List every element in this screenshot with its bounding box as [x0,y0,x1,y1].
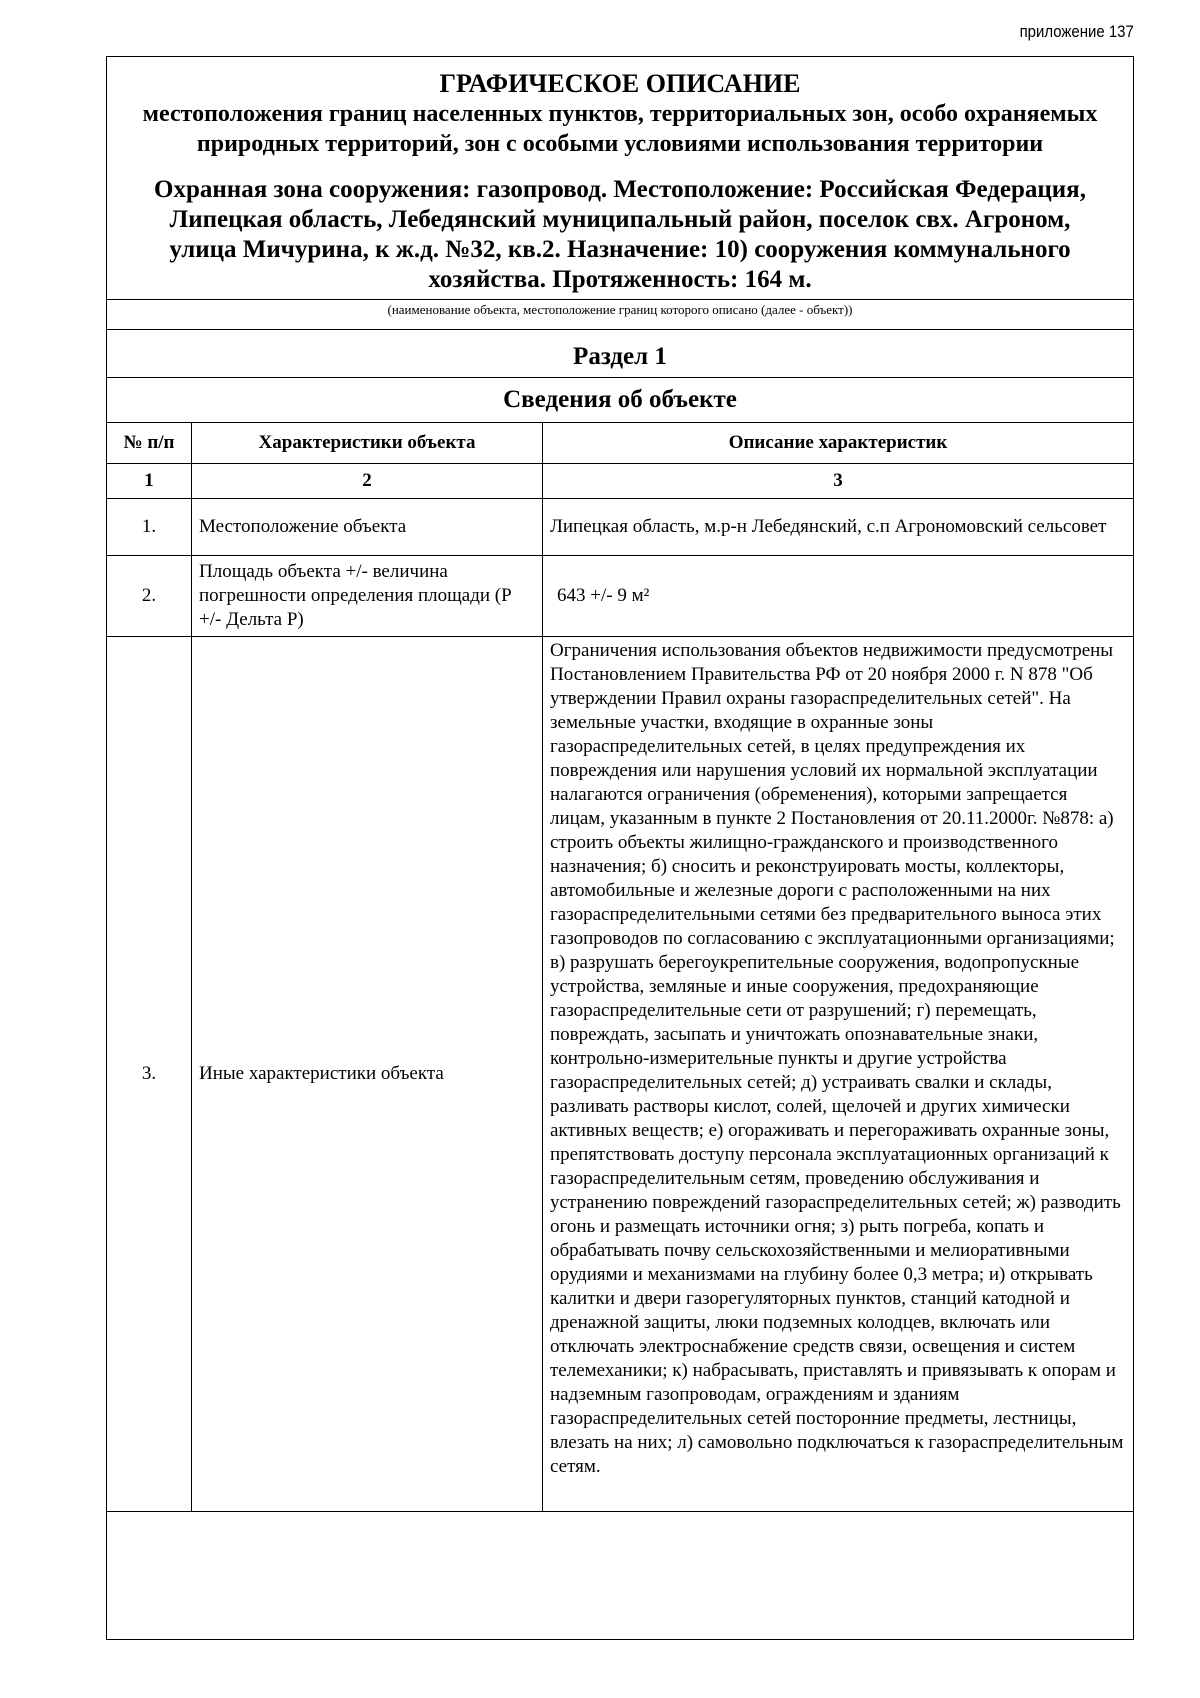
table-row [107,637,1133,1512]
row-description: 643 +/- 9 м² [543,556,1134,637]
row-num: 1. [107,499,192,556]
row-num: 3. [107,637,192,1512]
table-header-row [107,423,1133,464]
document-title: ГРАФИЧЕСКОЕ ОПИСАНИЕ [439,69,801,98]
header-num: № п/п [107,423,192,464]
table-row [107,499,1133,556]
row-characteristic: Местоположение объекта [192,499,543,556]
column-number: 2 [192,464,543,499]
section-subtitle [107,378,1133,423]
column-number: 1 [107,464,192,499]
object-name: Охранная зона сооружения: газопровод. Местоположение: Российская Федерация, Липецкая область, Лебедянский муниципальный район, поселок свх. Агроном, улица Мичурина, к ж.д. №32, кв.2. Назначение: 10) сооружения коммунального хозяйства. Протяженность: 164 м. [154,176,1086,293]
header-characteristic: Характеристики объекта [192,423,543,464]
section-title [107,330,1133,378]
object-caption: (наименование объекта, местоположение границ которого описано (далее - объект)) [107,300,1133,330]
section-subtitle-text: Сведения об объекте [503,386,737,413]
table-row [107,556,1133,637]
row-description: Ограничения использования объектов недвижимости предусмотрены Постановлением Правительства РФ от 20 ноября 2000 г. N 878 "Об утверждении Правил охраны газораспределительных сетей". На земельные участки, входящие в охранные зоны газораспределительных сетей, в целях предупреждения их повреждения или нарушения условий их нормальной эксплуатации налагаются ограничения (обременения), которыми запрещается лицам, указанным в пункте 2 Постановления от 20.11.2000г. №878: а) строить объекты жилищно-гражданского и производственного назначения; б) сносить и реконструировать мосты, коллекторы, автомобильные и железные дороги с расположенными на них газораспределительными сетями без предварительного выноса этих газопроводов по согласованию с эксплуатационными организациями; в) разрушать берегоукрепительные сооружения, водопропускные устройства, земляные и иные сооружения, предохраняющие газораспределительные сети от разрушений; г) перемещать, повреждать, засыпать и уничтожать опознавательные знаки, контрольно-измерительные пункты и другие устройства газораспределительных сетей; д) устраивать свалки и склады, разливать растворы кислот, солей, щелочей и других химически активных веществ; е) огораживать и перегораживать охранные зоны, препятствовать доступу персонала эксплуатационных организаций к газораспределительным сетям, проведению обслуживания и устранению повреждений газораспределительных сетей; ж) разводить огонь и размещать источники огня; з) рыть погреба, копать и обрабатывать почву сельскохозяйственными и мелиоративными орудиями и механизмами на глубину более 0,3 метра; и) открывать калитки и двери газорегуляторных пунктов, станций катодной и дренажной защиты, люки подземных колодцев, включать или отключать электроснабжение средств связи, освещения и систем телемеханики; к) набрасывать, приставлять и привязывать к опорам и надземным газопроводам, ограждениям и зданиям газораспределительных сетей посторонние предметы, лестницы, влезать на них; л) самовольно подключаться к газораспределительным сетям. [543,637,1134,1512]
section-title-text: Раздел 1 [573,342,667,370]
row-num: 2. [107,556,192,637]
column-number: 3 [543,464,1134,499]
appendix-label: приложение 137 [1019,22,1134,41]
table-column-numbers-row [107,464,1133,499]
document-header [107,57,1133,330]
document-frame [106,56,1134,1640]
row-description: Липецкая область, м.р-н Лебедянский, с.п Агрономовский сельсовет [543,499,1134,556]
header-description: Описание характеристик [543,423,1134,464]
object-info-table [107,423,1133,1512]
row-characteristic: Площадь объекта +/- величина погрешности определения площади (P +/- Дельта P) [192,556,543,637]
document-subtitle: местоположения границ населенных пунктов, территориальных зон, особо охраняемых природных территорий, зон с особыми условиями использования территории [142,101,1098,157]
row-characteristic: Иные характеристики объекта [192,637,543,1512]
